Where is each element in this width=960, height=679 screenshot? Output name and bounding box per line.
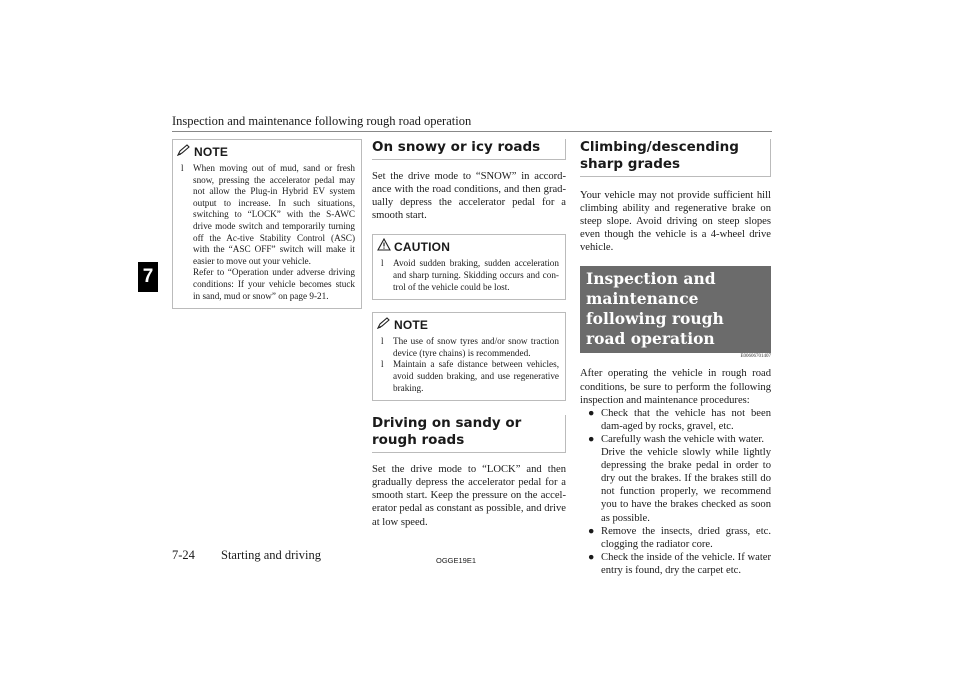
warning-triangle-icon bbox=[377, 238, 391, 256]
caution-list bbox=[373, 258, 565, 299]
header-divider bbox=[172, 131, 772, 132]
note-header bbox=[173, 140, 361, 163]
page-header-title: Inspection and maintenance following rough road operation bbox=[172, 114, 472, 128]
section-heading-climbing: Climbing/descending sharp grades bbox=[580, 139, 771, 177]
bullet-icon: ● bbox=[588, 433, 595, 445]
section-intro-inspection: After operating the vehicle in rough road conditions, be sure to perform the following inspection and maintenance procedures: bbox=[580, 368, 771, 406]
note-pen-icon bbox=[177, 143, 191, 161]
inspection-list bbox=[580, 407, 771, 577]
section-banner-inspection: Inspection and maintenance following rough road operation bbox=[580, 266, 771, 353]
section-code: E00606701407 bbox=[740, 354, 771, 360]
list-item: l Avoid sudden braking, sudden acceleration and sharp turning. Skidding occurs and con-trol of the vehicle could be lost. bbox=[381, 258, 559, 292]
note-label: NOTE bbox=[194, 145, 229, 159]
section-body-climbing: Your vehicle may not provide sufficient hill climbing ability and regenerative brake on steep slope. Avoid driving on steep slopes even though the vehicle is a 4-wheel drive vehicle. bbox=[580, 190, 771, 254]
bullet-icon: ● bbox=[588, 525, 595, 537]
footer-doc-code: OGGE19E1 bbox=[436, 556, 477, 565]
list-item: ● Check that the vehicle has not been dam-aged by rocks, gravel, etc. bbox=[588, 407, 771, 432]
list-item: l The use of snow tyres and/or snow traction device (tyre chains) is recommended. bbox=[381, 336, 559, 358]
caution-label: CAUTION bbox=[394, 240, 451, 255]
bullet-icon: l bbox=[381, 258, 384, 269]
chapter-tab: 7 bbox=[138, 262, 158, 292]
page-number: 7-24 bbox=[172, 548, 195, 562]
caution-box bbox=[372, 234, 566, 300]
note-pen-icon bbox=[377, 316, 391, 334]
bullet-icon: l bbox=[381, 336, 384, 347]
right-column bbox=[580, 139, 771, 577]
bullet-icon: ● bbox=[588, 407, 595, 419]
list-item: l Maintain a safe distance between vehicles, avoid sudden braking, and use regenerative braking. bbox=[381, 359, 559, 393]
middle-column bbox=[372, 139, 566, 529]
section-heading-sandy: Driving on sandy or rough roads bbox=[372, 415, 566, 453]
note-list bbox=[373, 336, 565, 400]
note-header bbox=[373, 313, 565, 336]
list-item: ● Carefully wash the vehicle with water. Drive the vehicle slowly while lightly depressing the brake pedal in order to dry out the brakes. If the brakes still do not function properly, we recommend you to have the brakes checked as soon as possible. bbox=[588, 433, 771, 524]
section-body-sandy: Set the drive mode to “LOCK” and then gradually depress the accelerator pedal for a smooth start. Keep the pressure on the accel-erator pedal as constant as possible, and drive at low speed. bbox=[372, 464, 566, 528]
bullet-icon: l bbox=[381, 359, 384, 370]
section-body-snowy: Set the drive mode to “SNOW” in accord-ance with the road conditions, and then grad-ually depress the accelerator pedal for a smooth start. bbox=[372, 171, 566, 222]
list-item: l When moving out of mud, sand or fresh snow, pressing the accelerator pedal may not allow the Plug-in Hybrid EV system output to increase. In such situations, switching to “LOCK” with the S-AWC drive mode switch and temporarily turning off the Ac-tive Stability Control (ASC) with the “ASC OFF” switch will make it easier to move out your vehicle. Refer to “Operation under adverse driving conditions: If your vehicle becomes stuck in sand, mud or snow” on page 9-21. bbox=[181, 163, 355, 301]
caution-header bbox=[373, 235, 565, 258]
section-heading-snowy: On snowy or icy roads bbox=[372, 139, 566, 160]
list-item: ● Check the inside of the vehicle. If water entry is found, dry the carpet etc. bbox=[588, 551, 771, 576]
note-list bbox=[173, 163, 361, 308]
bullet-icon: ● bbox=[588, 551, 595, 563]
footer-section-title: Starting and driving bbox=[221, 548, 321, 562]
bullet-icon: l bbox=[181, 163, 184, 173]
note-box-left bbox=[172, 139, 362, 309]
note-label: NOTE bbox=[394, 318, 429, 333]
list-item: ● Remove the insects, dried grass, etc. clogging the radiator core. bbox=[588, 525, 771, 550]
note-box-middle bbox=[372, 312, 566, 401]
